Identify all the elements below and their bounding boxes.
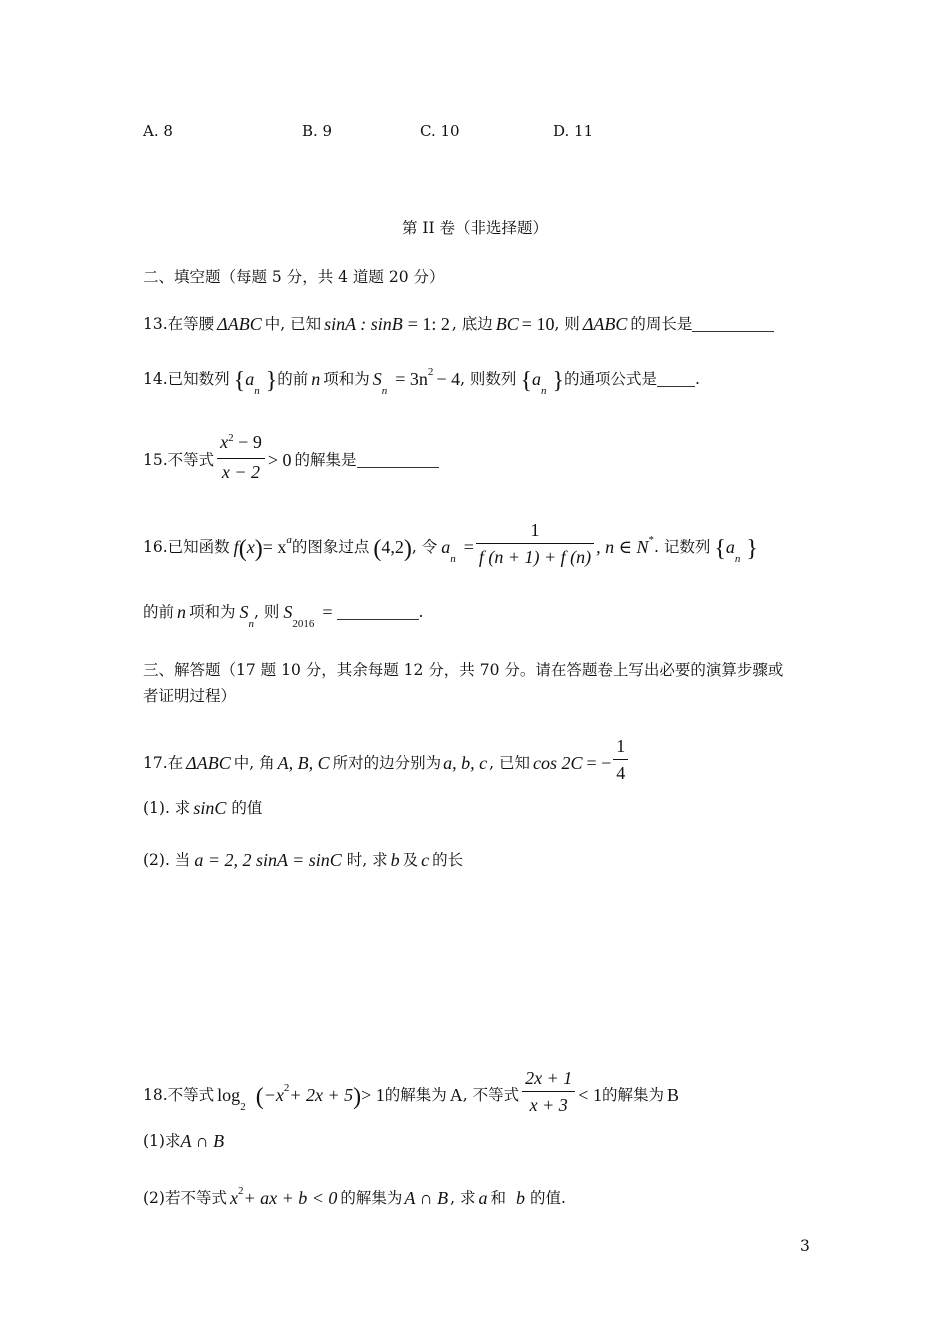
fraction: $\frac{x^2 - 9}{x - 2}$ bbox=[217, 429, 265, 485]
page-number: 3 bbox=[800, 1237, 810, 1255]
question-18-part2: (2)若不等式 x 2 + ax + b < 0 的解集为 A ∩ B , 求 a 和 b 的值. bbox=[143, 1185, 566, 1208]
question-17: 17. 在 ΔABC 中, 角 A, B, C 所对的边分别为 a, b, c , 已知 cos 2C = − $\frac{1}{4}$ bbox=[143, 736, 628, 789]
option-b: B. 9 bbox=[302, 122, 333, 140]
fraction: $\frac{1}{f (n + 1) + f (n)}$ bbox=[476, 517, 594, 570]
option-d: D. 11 bbox=[553, 122, 594, 140]
fraction: $\frac{1}{4}$ bbox=[613, 733, 628, 786]
question-17-part2: (2). 当 a = 2, 2 sinA = sinC 时, 求 b 及 c 的长 bbox=[143, 850, 464, 870]
fill-heading: 二、填空题（每题 5 分，共 4 道题 20 分） bbox=[143, 268, 445, 286]
question-18: 18. 不等式 log 2 ( −x 2 + 2x + 5 ) > 1 的解集为 A , 不等式 $\frac{2x + 1}{x + 3}$ < 1 的解集为 B bbox=[143, 1068, 679, 1121]
question-15: 15. 不等式 $\frac{x^2 - 9}{x - 2}$ > 0 的解集是 bbox=[143, 432, 439, 488]
answer-blank bbox=[692, 317, 774, 332]
question-16-line2: 的前 n 项和为 S n , 则 S 2016 = . bbox=[143, 602, 424, 630]
answer-blank bbox=[657, 372, 695, 387]
answer-blank bbox=[357, 453, 439, 468]
answer-blank bbox=[337, 605, 419, 620]
question-14: 14. 已知数列 { a n } 的前 n 项和为 S n = 3n 2 − 4 , 则数列 { a n } 的通项公式是 . bbox=[143, 366, 700, 397]
option-c: C. 10 bbox=[420, 122, 460, 140]
option-a: A. 8 bbox=[143, 122, 173, 140]
fraction: $\frac{2x + 1}{x + 3}$ bbox=[522, 1065, 575, 1118]
question-17-part1: (1). 求 sinC 的值 bbox=[143, 798, 263, 818]
question-16: 16. 已知函数 f ( x ) = x a 的图象过点 ( 4,2 ) , 令 a n = $\frac{1}{f (n + 1) + f (n)}$ , n ∈ N * . 记数列 { a n } bbox=[143, 520, 758, 573]
section-title: 第 II 卷（非选择题） bbox=[401, 219, 549, 237]
question-13: 13. 在等腰 ΔABC 中, 已知 sinA : sinB = 1: 2 , 底边 BC = 10 , 则 ΔABC 的周长是 bbox=[143, 314, 774, 334]
question-18-part1: (1)求 A ∩ B bbox=[143, 1131, 225, 1151]
solve-heading-line2: 者证明过程） bbox=[143, 687, 237, 705]
solve-heading: 三、解答题（17 题 10 分，其余每题 12 分，共 70 分。请在答题卷上写出必要的演算步骤或 bbox=[143, 661, 784, 679]
